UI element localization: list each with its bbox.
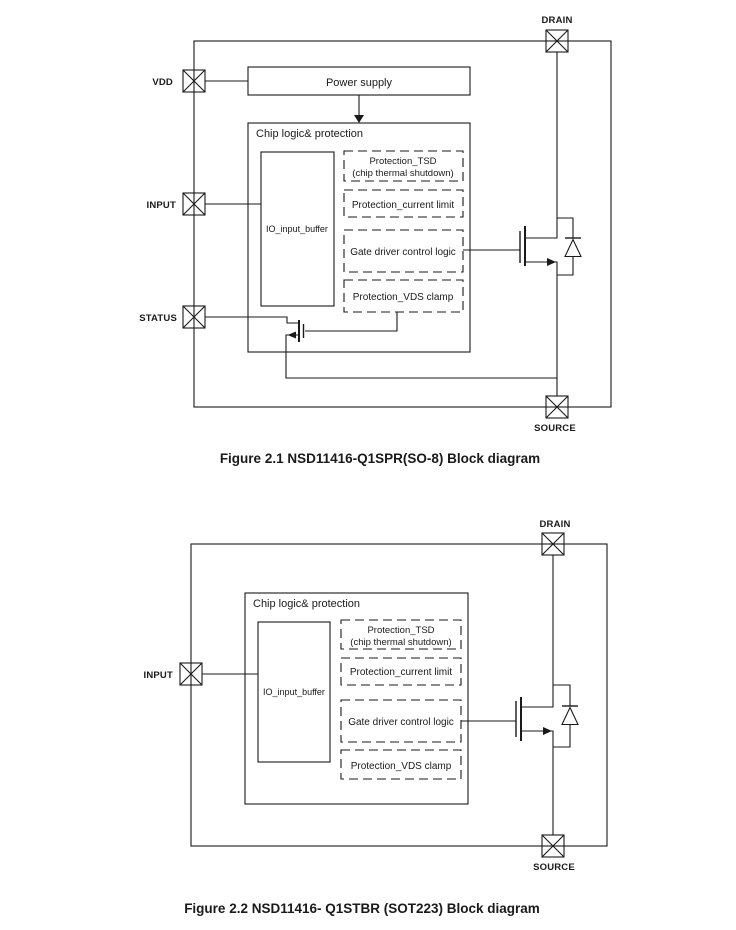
figure-2-1-caption: Figure 2.1 NSD11416-Q1SPR(SO-8) Block diagram xyxy=(219,451,541,466)
terminal-source xyxy=(533,835,575,873)
protection-current-limit-block xyxy=(341,658,461,685)
terminal-source xyxy=(534,396,576,434)
power-mosfet-symbol xyxy=(520,218,581,275)
wire-drain-feed xyxy=(525,52,557,238)
terminal-source-label: SOURCE xyxy=(534,423,576,434)
power-mosfet-symbol xyxy=(516,685,578,747)
terminal-drain-label: DRAIN xyxy=(539,519,571,530)
gate-driver-block xyxy=(341,700,461,742)
protection-tsd-label-line2: (chip thermal shutdown) xyxy=(352,168,454,179)
body-diode-top-wire xyxy=(553,685,570,706)
protection-current-limit-label: Protection_current limit xyxy=(349,667,453,678)
protection-tsd-label-line1: Protection_TSD xyxy=(369,156,437,167)
wire-status-to-fet xyxy=(205,317,298,323)
arrow-left-icon xyxy=(288,332,297,339)
protection-vds-clamp-block xyxy=(344,280,463,312)
wire-status-fet-source xyxy=(286,335,557,378)
terminal-source-label: SOURCE xyxy=(533,862,575,873)
gate-driver-block xyxy=(344,230,463,272)
terminal-input xyxy=(144,663,203,685)
status-mosfet-symbol xyxy=(299,320,304,342)
figure-2-2-caption: Figure 2.2 NSD11416- Q1STBR (SOT223) Block diagram xyxy=(184,901,540,916)
power-supply-block xyxy=(248,67,470,95)
wire-drain-feed xyxy=(521,555,553,707)
body-diode-triangle xyxy=(565,240,581,257)
terminal-drain-label: DRAIN xyxy=(541,15,573,26)
terminal-drain xyxy=(539,519,570,555)
body-diode-triangle xyxy=(562,708,578,725)
terminal-drain xyxy=(541,15,572,52)
body-diode-bottom-wire xyxy=(557,257,573,276)
terminal-status-label: STATUS xyxy=(139,313,177,324)
io-input-buffer-block xyxy=(258,622,330,762)
gate-driver-label: Gate driver control logic xyxy=(350,247,456,258)
chip-logic-label: Chip logic& protection xyxy=(253,598,361,610)
protection-current-limit-label: Protection_current limit xyxy=(351,200,455,211)
protection-tsd-block xyxy=(341,620,461,649)
chip-logic-label: Chip logic& protection xyxy=(256,128,364,140)
io-input-buffer-label: IO_input_buffer xyxy=(263,687,325,697)
arrow-right-icon xyxy=(547,258,556,266)
io-input-buffer-block xyxy=(261,152,334,306)
terminal-input xyxy=(147,193,206,215)
terminal-vdd-label: VDD xyxy=(152,77,173,88)
wire-vdsclamp-to-fet-gate xyxy=(305,312,397,331)
terminal-input-label: INPUT xyxy=(143,670,173,681)
body-diode-bottom-wire xyxy=(553,725,570,748)
terminal-vdd xyxy=(152,70,205,92)
body-diode-top-wire xyxy=(557,218,573,238)
protection-vds-clamp-label: Protection_VDS clamp xyxy=(350,761,452,772)
chip-logic-block xyxy=(248,123,470,352)
figure-2-2-diagram xyxy=(144,519,608,916)
protection-tsd-block xyxy=(344,151,463,181)
power-supply-label: Power supply xyxy=(325,77,393,89)
protection-tsd-label-line2: (chip thermal shutdown) xyxy=(350,637,452,648)
terminal-status xyxy=(139,306,205,328)
device-boundary xyxy=(191,544,607,846)
wire-source-feed xyxy=(521,731,553,835)
figure-2-1-diagram xyxy=(139,15,611,466)
chip-logic-box xyxy=(245,593,468,804)
gate-driver-label: Gate driver control logic xyxy=(348,717,454,728)
terminal-input-label: INPUT xyxy=(146,200,176,211)
io-input-buffer-label: IO_input_buffer xyxy=(266,224,328,234)
arrow-right-icon xyxy=(543,727,552,735)
protection-current-limit-block xyxy=(344,190,463,217)
protection-tsd-label-line1: Protection_TSD xyxy=(367,625,435,636)
chip-logic-block xyxy=(245,593,468,804)
chip-logic-box xyxy=(248,123,470,352)
wire-source-feed xyxy=(525,262,557,396)
arrow-down-icon xyxy=(354,115,364,123)
protection-vds-clamp-block xyxy=(341,750,461,779)
protection-vds-clamp-label: Protection_VDS clamp xyxy=(352,292,454,303)
